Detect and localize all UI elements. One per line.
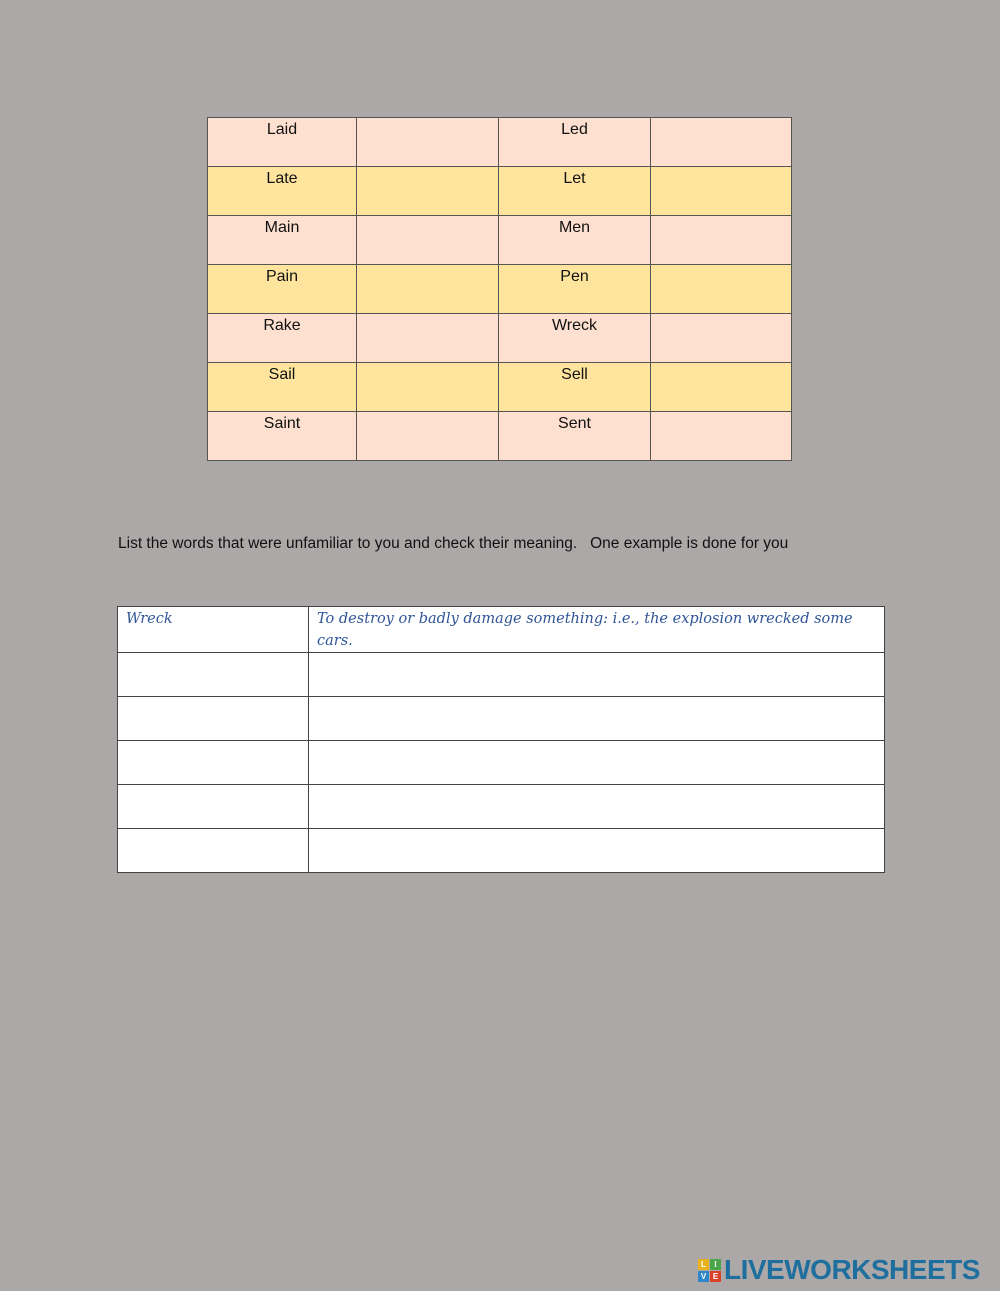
answer-input[interactable] [651,314,791,362]
logo-mark-letter: V [698,1271,709,1282]
vocabulary-table [117,606,885,873]
word-cell [499,314,651,363]
logo-mark-letter: L [698,1259,709,1270]
answer-cell [651,167,792,216]
word-pair-row [208,167,792,216]
word-label: Men [558,219,591,236]
word-label: Sail [268,366,296,383]
logo-mark-letter: E [710,1271,721,1282]
answer-cell [651,412,792,461]
vocab-meaning-input[interactable] [309,653,884,696]
word-label: Saint [263,415,301,432]
word-label: Late [266,170,298,187]
word-cell [208,167,357,216]
answer-cell [651,265,792,314]
word-cell [499,216,651,265]
vocab-example-word: Wreck [126,611,173,627]
vocab-row [118,653,885,697]
vocab-example-meaning: To destroy or badly damage something: i.e., the explosion wrecked some cars. [317,611,853,649]
word-pair-row [208,314,792,363]
vocab-word-cell [118,741,309,785]
answer-input[interactable] [651,167,791,215]
word-label: Let [563,170,586,187]
vocab-word-cell [118,785,309,829]
word-label: Sent [558,415,591,432]
liveworksheets-logo-mark [698,1259,721,1282]
word-cell [208,216,357,265]
answer-cell [651,216,792,265]
answer-cell [357,412,499,461]
answer-input[interactable] [357,314,498,362]
word-label: Sell [561,366,588,383]
word-cell [499,167,651,216]
vocab-meaning-cell [309,653,885,697]
word-cell [499,265,651,314]
word-label: Rake [263,317,301,334]
vocab-meaning-input[interactable] [309,741,884,784]
vocab-word-cell [118,697,309,741]
vocab-word-cell [118,653,309,697]
answer-cell [357,167,499,216]
liveworksheets-logo [698,1255,980,1285]
word-cell [208,412,357,461]
word-label: Laid [266,121,298,138]
word-pair-row [208,412,792,461]
vocab-row [118,741,885,785]
vocab-meaning-cell [309,741,885,785]
vocab-row [118,697,885,741]
word-label: Pain [265,268,299,285]
vocab-meaning-input[interactable] [309,829,884,872]
vocab-word-cell [118,829,309,873]
logo-text: LIVEWORKSHEETS [724,1254,980,1285]
word-cell [499,412,651,461]
word-label: Pen [560,268,589,285]
logo-mark-letter: I [710,1259,721,1270]
vocab-word-input[interactable] [118,697,308,740]
answer-cell [357,363,499,412]
answer-cell [651,363,792,412]
answer-cell [651,314,792,363]
answer-input[interactable] [357,167,498,215]
word-cell [208,265,357,314]
vocab-word-input[interactable] [118,653,308,696]
vocab-example-meaning-cell [309,607,885,653]
answer-input[interactable] [357,363,498,411]
word-pair-row [208,118,792,167]
word-label: Led [561,121,588,138]
word-label: Wreck [551,317,598,334]
vocab-word-input[interactable] [118,829,308,872]
vocab-meaning-cell [309,785,885,829]
answer-input[interactable] [651,265,791,313]
answer-cell [357,265,499,314]
word-label: Main [264,219,300,236]
instruction-text: List the words that were unfamiliar to you and check their meaning. One example is done for you [118,535,789,552]
answer-cell [357,216,499,265]
vocab-example-word-cell [118,607,309,653]
word-cell [208,118,357,167]
vocab-meaning-cell [309,829,885,873]
word-pair-row [208,363,792,412]
vocab-example-row [118,607,885,653]
word-cell [208,363,357,412]
word-cell [208,314,357,363]
answer-input[interactable] [357,216,498,264]
word-pair-row [208,216,792,265]
answer-cell [651,118,792,167]
answer-cell [357,314,499,363]
answer-cell [357,118,499,167]
vocab-row [118,785,885,829]
answer-input[interactable] [651,412,791,460]
answer-input[interactable] [357,412,498,460]
vocab-meaning-input[interactable] [309,785,884,828]
answer-input[interactable] [651,363,791,411]
answer-input[interactable] [357,265,498,313]
vocab-meaning-cell [309,697,885,741]
vocab-word-input[interactable] [118,741,308,784]
word-pair-table [207,117,792,461]
word-cell [499,363,651,412]
answer-input[interactable] [651,118,791,166]
answer-input[interactable] [357,118,498,166]
vocab-row [118,829,885,873]
vocab-word-input[interactable] [118,785,308,828]
word-pair-row [208,265,792,314]
vocab-meaning-input[interactable] [309,697,884,740]
word-cell [499,118,651,167]
answer-input[interactable] [651,216,791,264]
